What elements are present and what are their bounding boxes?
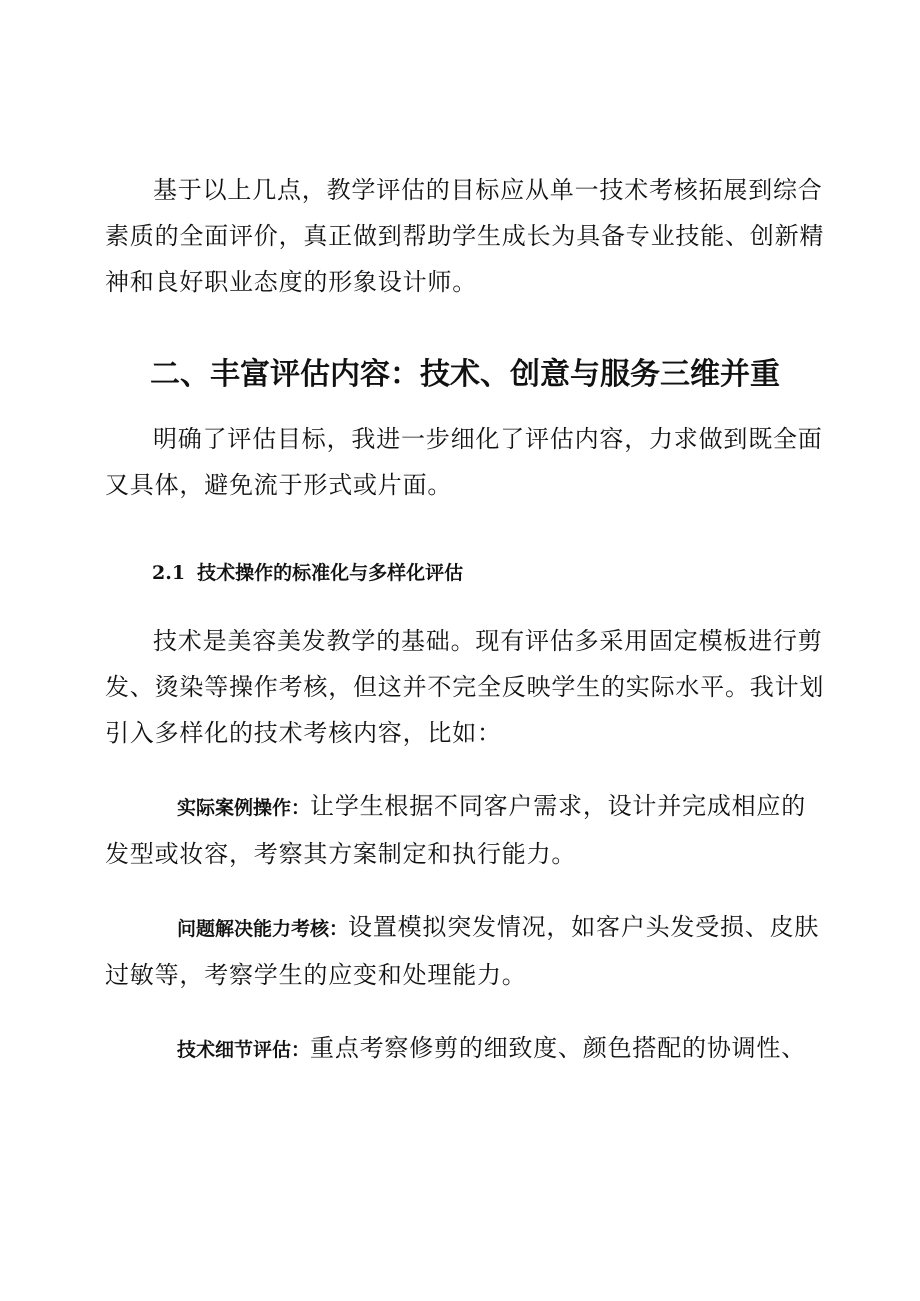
list-item-text: 重点考察修剪的细致度、颜色搭配的协调性、 (310, 1034, 807, 1062)
subsection-heading (152, 558, 463, 585)
paragraph-intro: 明确了评估目标，我进一步细化了评估内容，力求做到既全面又具体，避免流于形式或片面。 (105, 425, 823, 499)
list-item-lead: 问题解决能力考核： (177, 918, 349, 940)
list-item-lead: 技术细节评估： (177, 1039, 311, 1061)
subsection-title: 技术操作的标准化与多样化评估 (197, 562, 464, 584)
section-heading: 二、丰富评估内容：技术、创意与服务三维并重 (150, 357, 780, 392)
list-item-text: 让学生根据不同客户需求，设计并完成相应的发型或妆容，考察其方案制定和执行能力。 (105, 792, 807, 868)
paragraph-summary: 基于以上几点，教学评估的目标应从单一技术考核拓展到综合素质的全面评价，真正做到帮助学生成长为具备专业技能、创新精神和良好职业态度的形象设计师。 (105, 176, 825, 296)
list-item (105, 783, 827, 877)
list-item-lead: 实际案例操作： (177, 797, 311, 819)
paragraph-technique: 技术是美容美发教学的基础。现有评估多采用固定模板进行剪发、烫染等操作考核，但这并不完全反映学生的实际水平。我计划引入多样化的技术考核内容，比如： (105, 627, 825, 747)
list-item-text: 设置模拟突发情况，如客户头发受损、皮肤过敏等，考察学生的应变和处理能力。 (105, 913, 820, 989)
list-item (105, 904, 827, 998)
list-item (105, 1025, 827, 1073)
subsection-number: 2.1 (152, 562, 186, 584)
